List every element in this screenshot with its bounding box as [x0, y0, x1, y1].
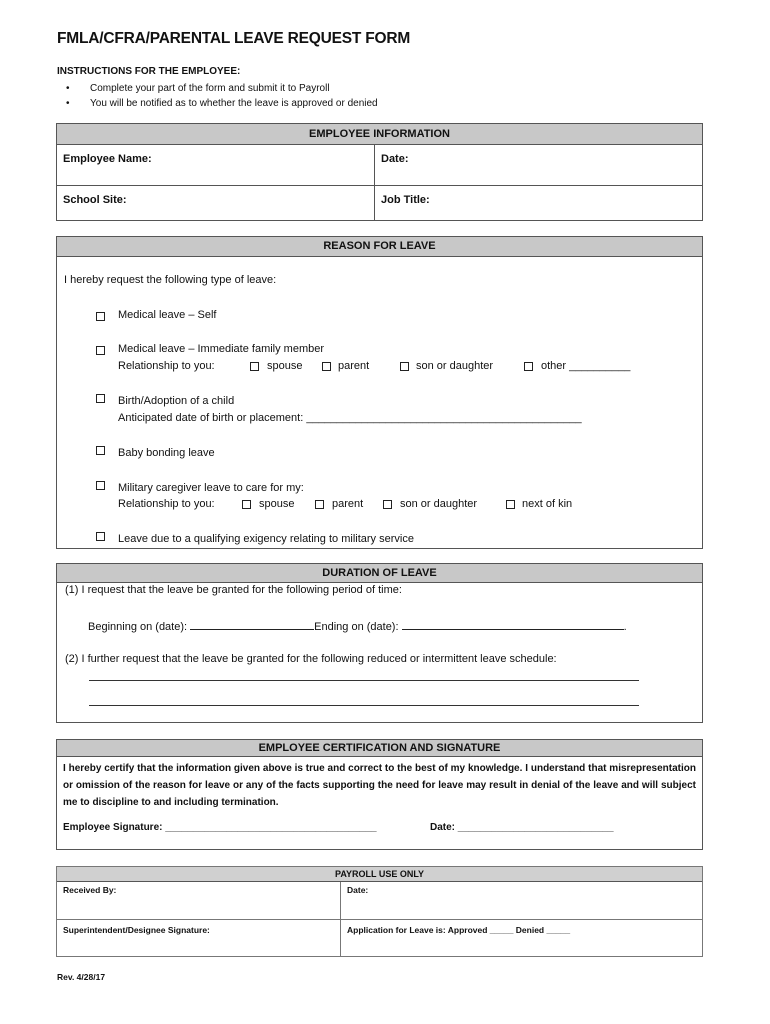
- military-spouse-label: spouse: [259, 498, 295, 510]
- family-other-label: other __________: [541, 360, 631, 372]
- ending-label: Ending on (date):: [314, 621, 399, 633]
- instructions-heading: INSTRUCTIONS FOR THE EMPLOYEE:: [57, 66, 241, 77]
- medical-self-label: Medical leave – Self: [118, 309, 217, 321]
- medical-family-label: Medical leave – Immediate family member: [118, 343, 325, 355]
- certification-section: [56, 739, 703, 850]
- qualifying-exigency-label: Leave due to a qualifying exigency relating to military service: [118, 533, 414, 545]
- family-parent-checkbox[interactable]: [322, 362, 331, 371]
- superintendent-label: Superintendent/Designee Signature:: [63, 925, 210, 935]
- military-caregiver-checkbox[interactable]: [96, 481, 105, 490]
- section-heading: DURATION OF LEAVE: [57, 564, 702, 583]
- military-next-of-kin-checkbox[interactable]: [506, 500, 515, 509]
- certification-date-field[interactable]: Date: ____________________________: [430, 822, 614, 833]
- section-heading: EMPLOYEE INFORMATION: [57, 124, 702, 145]
- section-heading: EMPLOYEE CERTIFICATION AND SIGNATURE: [57, 740, 702, 757]
- period-mark: .: [623, 621, 627, 633]
- employee-name-field[interactable]: [57, 145, 374, 185]
- payroll-date-field[interactable]: [341, 882, 702, 919]
- received-by-field[interactable]: [57, 882, 340, 919]
- family-spouse-checkbox[interactable]: [250, 362, 259, 371]
- employee-signature-field[interactable]: Employee Signature: ______________________________________: [63, 822, 377, 833]
- application-status-field[interactable]: [341, 920, 702, 956]
- application-status-label: Application for Leave is: Approved _____ Denied _____: [347, 925, 571, 935]
- section-heading: PAYROLL USE ONLY: [57, 867, 702, 882]
- family-other-checkbox[interactable]: [524, 362, 533, 371]
- birth-adoption-label: Birth/Adoption of a child: [118, 395, 235, 407]
- school-site-field[interactable]: [57, 186, 374, 221]
- baby-bonding-checkbox[interactable]: [96, 446, 105, 455]
- superintendent-signature-field[interactable]: [57, 920, 340, 956]
- employee-name-label: Employee Name:: [63, 153, 152, 165]
- relationship-label: Relationship to you:: [118, 360, 215, 372]
- family-son-daughter-label: son or daughter: [416, 360, 494, 372]
- family-parent-label: parent: [338, 360, 370, 372]
- medical-family-checkbox[interactable]: [96, 346, 105, 355]
- beginning-label: Beginning on (date):: [88, 621, 188, 633]
- military-son-daughter-label: son or daughter: [400, 498, 478, 510]
- duration-line-1: (1) I request that the leave be granted for the following period of time:: [65, 584, 402, 596]
- instruction-item: • You will be notified as to whether the leave is approved or denied: [66, 96, 378, 111]
- medical-self-checkbox[interactable]: [96, 312, 105, 321]
- family-spouse-label: spouse: [267, 360, 303, 372]
- qualifying-exigency-checkbox[interactable]: [96, 532, 105, 541]
- military-next-of-kin-label: next of kin: [522, 498, 573, 510]
- anticipated-date-field[interactable]: Anticipated date of birth or placement: _____________________________________________: [118, 412, 582, 424]
- period-row: [88, 619, 627, 633]
- baby-bonding-label: Baby bonding leave: [118, 447, 215, 459]
- form-title: FMLA/CFRA/PARENTAL LEAVE REQUEST FORM: [57, 30, 411, 47]
- military-son-daughter-checkbox[interactable]: [383, 500, 392, 509]
- revision-date: Rev. 4/28/17: [57, 972, 106, 982]
- military-parent-label: parent: [332, 498, 364, 510]
- military-spouse-checkbox[interactable]: [242, 500, 251, 509]
- beginning-date-field[interactable]: [190, 619, 314, 630]
- school-site-label: School Site:: [63, 194, 127, 206]
- payroll-date-label: Date:: [347, 885, 369, 895]
- section-heading: REASON FOR LEAVE: [57, 237, 702, 257]
- date-label: Date:: [381, 153, 409, 165]
- ending-date-field[interactable]: [402, 619, 624, 630]
- received-by-label: Received By:: [63, 885, 117, 895]
- employee-information-section: [56, 123, 703, 221]
- reason-intro: I hereby request the following type of leave:: [64, 274, 277, 286]
- date-field[interactable]: [375, 145, 702, 185]
- payroll-use-only-section: [56, 866, 703, 957]
- job-title-field[interactable]: [375, 186, 702, 221]
- duration-line-2: (2) I further request that the leave be granted for the following reduced or intermittent leave schedule:: [65, 653, 557, 665]
- certification-text: I hereby certify that the information given above is true and correct to the best of my knowledge. I understand that misrepresentation or omission of the reason for leave or any of the facts supporting the need for leave may result in denial of the leave and will subject me to discipline to and including termination.: [63, 763, 696, 808]
- instructions-list: [66, 81, 378, 111]
- schedule-line-1[interactable]: [89, 680, 639, 681]
- military-caregiver-label: Military caregiver leave to care for my:: [118, 482, 304, 494]
- military-parent-checkbox[interactable]: [315, 500, 324, 509]
- duration-of-leave-section: [56, 563, 703, 723]
- instruction-item: • Complete your part of the form and submit it to Payroll: [66, 81, 378, 96]
- birth-adoption-checkbox[interactable]: [96, 394, 105, 403]
- job-title-label: Job Title:: [381, 194, 430, 206]
- schedule-line-2[interactable]: [89, 705, 639, 706]
- reason-for-leave-section: [56, 236, 703, 549]
- military-relationship-label: Relationship to you:: [118, 498, 215, 510]
- family-son-daughter-checkbox[interactable]: [400, 362, 409, 371]
